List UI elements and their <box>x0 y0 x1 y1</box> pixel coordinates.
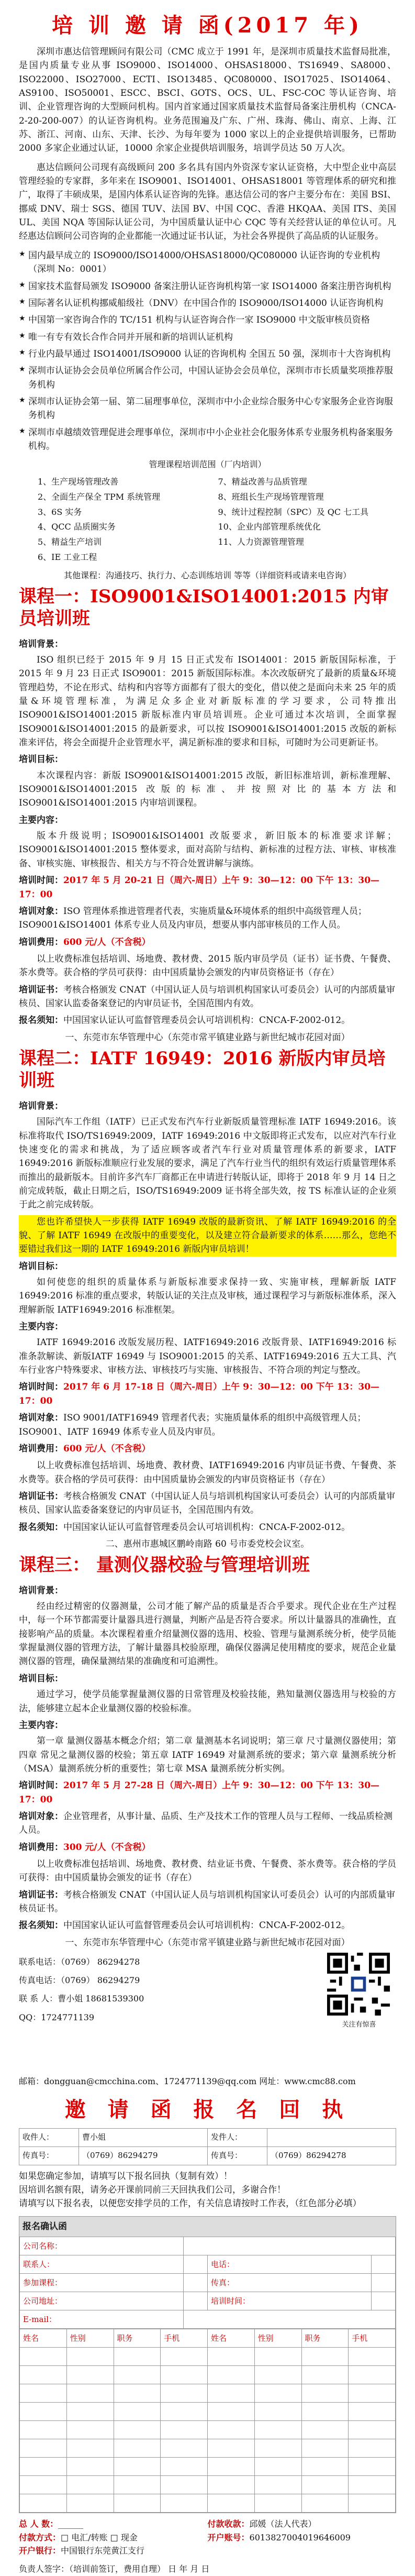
cell[interactable] <box>208 2476 255 2494</box>
email-label: E-mail： <box>20 2310 184 2329</box>
cell[interactable] <box>208 2366 255 2384</box>
cell[interactable] <box>161 2439 208 2458</box>
note-line: 如果您确定参加，请填写以下报名回执（复制有效）！ <box>19 2171 232 2182</box>
honor-item: ★ 深圳市认证协会会员单位所属合作公司，中国认证协会会员单位，深圳市市长质量奖项推荐服务机构 <box>19 364 396 392</box>
cell[interactable] <box>66 2439 114 2458</box>
cell[interactable] <box>254 2421 301 2439</box>
cell[interactable] <box>301 2366 349 2384</box>
cell[interactable] <box>349 2421 396 2439</box>
time-field[interactable] <box>371 2292 395 2310</box>
qq-label: QQ： <box>19 2012 41 2022</box>
areas-note: 其他课程：沟通技巧、执行力、心态训练培训 等等（详细资料或请来电咨询） <box>63 570 352 580</box>
obj-label: 培训目标： <box>19 754 63 765</box>
col-header: 手机 <box>161 2329 208 2348</box>
fee-note: （不含税） <box>106 1842 151 1853</box>
time-line <box>19 874 396 901</box>
cell[interactable] <box>161 2348 208 2366</box>
table-row <box>20 2421 396 2439</box>
sender-value[interactable] <box>267 2128 396 2146</box>
cell[interactable] <box>208 2403 255 2421</box>
cell[interactable] <box>208 2348 255 2366</box>
sender-label: 发件人： <box>207 2128 267 2146</box>
cell[interactable] <box>254 2476 301 2494</box>
course-1-address: 一、东莞市东华管理中心（东莞市常平镇建业路与新世纪城市花园对面） <box>65 1032 350 1043</box>
signature-line: 负责人签字：（培训前签订，费用自理） 日 年 月 日 <box>19 2563 210 2574</box>
cell[interactable] <box>114 2366 161 2384</box>
cell[interactable] <box>20 2458 67 2476</box>
cell[interactable] <box>161 2494 208 2513</box>
who-line <box>19 1810 396 1837</box>
address-label: 公司地址： <box>20 2292 184 2310</box>
reg-value: 中国国家认证认可监督管理委员会认可培训机构：CNCA-F-2002-012。 <box>63 1015 351 1026</box>
cell[interactable] <box>20 2384 67 2403</box>
fax-label: 传真电话： <box>19 1975 61 1986</box>
bg-text: ISO 组织已经于 2015 年 9 月 15 日正式发布 ISO14001：2015 新版国际标准，于 2015 年 9 月 23 日正式 ISO9001：2015 新版国际标准。本次改版研究了最新的质量&环境管理趋势，不论在形式、结构和内容等方面都有了很大的变化，借以使之是面向未来 25 年的质量&环境管理标准，为满足众多企业对新版标准的学习要求，公司特推出 ISO9001&ISO14001:2015 新版标准内审员培训班。企业可通过本次培训，全面掌握 ISO9001&ISO14001:2015 的最新要求，可以按 ISO9001&ISO14001:2015 改版的新标准来评估，将会全面提升企业管理水平，满足新标准的要求和目标，可随时为公司更新证书。 <box>19 655 396 748</box>
table-row <box>20 2439 396 2458</box>
phone-field[interactable] <box>371 2255 395 2274</box>
cell[interactable] <box>349 2458 396 2476</box>
time-line <box>19 1380 396 1408</box>
cell[interactable] <box>301 2439 349 2458</box>
cert-value: 考核合格颁发 CNAT（中国认证人员与培训机构国家认可委员会）认可的内部质量审核员、国家认监委备案登记的内审员证书，全国范围内有效。 <box>19 984 395 1009</box>
cell[interactable] <box>254 2439 301 2458</box>
bg-label: 培训背景： <box>19 639 63 649</box>
reg-label: 报名须知： <box>19 1920 63 1931</box>
cell[interactable] <box>349 2384 396 2403</box>
bg-text: 国际汽车工作组（IATF）已正式发布汽车行业新版质量管理标准 IATF 16949:2016。该标准将取代 ISO/TS16949:2009，IATF 16949:2016 中文版即将正式发布，以应对汽车行业快速变化的需求和挑战，为了适应顾客或者汽车行业对质量管理体系的新要求，IATF 16949:2016 新版标准顺应行业发展的要求，满足了汽车行业当代的组织有效运行质量管理体系而推出的最新版本。目前许多汽车厂商都正在申请进行转版认证，即将于 2018 年 9 月 14 日之前完成转版，截止日期之后，ISO/TS16949:2009 证书将全部失效，按 TS 标准认证的企业须于此之前完成转版。 <box>19 1117 396 1210</box>
payee-line <box>208 2517 397 2531</box>
contact-label: 联系人： <box>20 2255 184 2274</box>
count-line <box>19 2517 208 2531</box>
area-item: 2、全面生产保全 TPM 系统管理 <box>38 491 161 502</box>
content-text: IATF 16949:2016 改版发展历程、IATF16949:2016 改版背景、IATF16949:2016 标准条款解读、新版IATF 16949 与 ISO9001:2015 的关系、IATF16949:2016 五大工具、汽车行业客户特殊要求、审核方法、审核技巧与实施、审核报告、不符合项的判定与整改。 <box>19 1337 396 1376</box>
cell[interactable] <box>114 2494 161 2513</box>
area-item: 6、IE 工业工程 <box>38 552 97 563</box>
cell[interactable] <box>66 2366 114 2384</box>
obj-text: 本次课程内容：新版 ISO9001&ISO14001:2015 改版，新旧标准培训，新标准理解、ISO9001&ISO14001:2015 改版的标准、并按照对比的基本方法和ISO9001&ISO14001:2015 内审培训课程。 <box>19 770 396 809</box>
reg-line <box>19 1919 396 1932</box>
fax-label: 传真号： <box>207 2146 267 2165</box>
form-fields <box>19 2237 396 2329</box>
company-label: 公司名称： <box>20 2237 184 2255</box>
fax-value: （0769） 86294279 <box>61 1975 140 1986</box>
company-field[interactable] <box>183 2237 395 2255</box>
honor-item: ★ 国际著名认证机构挪威船级社（DNV）在中国合作的 ISO9000/ISO14000 认证咨询机构 <box>19 296 396 310</box>
cell[interactable] <box>161 2476 208 2494</box>
note-line: 请填写以下报名表，以便您安排学员的工作，有关信息请按时工作表，（红色部分必填） <box>19 2198 362 2209</box>
cell[interactable] <box>301 2421 349 2439</box>
fee-note: （不含税） <box>106 1443 151 1454</box>
fee-value: 600 元/人 <box>63 1443 106 1454</box>
cell[interactable] <box>208 2494 255 2513</box>
obj-label: 培训目标： <box>19 1673 63 1684</box>
table-row <box>20 2237 396 2255</box>
honor-item: ★ 行业内最早通过 ISO14001/ISO9000 认证的咨询机构 全国五 50 强，深圳市十大咨询机构 <box>19 347 396 361</box>
cell[interactable] <box>20 2403 67 2421</box>
table-row <box>20 2384 396 2403</box>
cell[interactable] <box>20 2421 67 2439</box>
table-row <box>20 2274 396 2292</box>
honor-item: ★ 国家技术监督局颁发 ISO9000 备案注册认证咨询机构第一家 ISO14000 备案注册咨询机构 <box>19 280 396 293</box>
intro-paragraph-1: 深圳市惠达信管理顾问有限公司（CMC 成立于 1991 年，是深圳市质量技术监督局批准，是国内质量专业从事 ISO9000、ISO14000、OHSAS18000、TS16949、SA8000、ISO22000、ISO27000、ECTI、ISO13485、QC080000、ISO17025、ISO14064、AS9100、ISO50001、ESCC、BSCI、GOTS、OCS、UL、FSC-COC 等认证咨询、培训、企业管理咨询的大型顾问机构。国内首家通过国家质量技术监督局备案注册机构（CNCA-2-20-200-007）的认证咨询机构。业务范围遍及广东、广州、珠海、佛山、南京、上海、江苏、浙江、河南、山东、天津、长沙、为每年要为 1000 家以上的企业提供培训服务，已帮助 2000 多家企业通过认证，10000 余家企业提供培训服务，培训学员达 50 万人次。 <box>19 47 396 154</box>
cell[interactable] <box>20 2439 67 2458</box>
cell[interactable] <box>349 2366 396 2384</box>
method-checkboxes[interactable]: □ 电汇/转账 □ 现金 <box>61 2532 138 2542</box>
cert-line <box>19 1490 396 1517</box>
fax-label: 传真号： <box>19 2146 79 2165</box>
table-row <box>20 2494 396 2513</box>
course-3-address: 一、东莞市东华管理中心（东莞市常平镇建业路与新世纪城市花园对面） <box>65 1937 350 1948</box>
course-1 <box>19 586 396 1044</box>
method-label: 付款方式： <box>19 2532 61 2542</box>
honor-item: ★ 国内最早成立的 ISO9000/ISO14000/OHSAS18000/QC080000 认证咨询的专业机构（深圳 No：0001） <box>19 249 396 277</box>
bank-value: 中国银行东莞黄江支行 <box>61 2546 145 2556</box>
cell[interactable] <box>66 2348 114 2366</box>
cert-line <box>19 1888 396 1916</box>
time-value: 2017 年 5 月 20-21 日（周六-周日）上午 9：30—12：00 下午 13：30—17：00 <box>19 875 380 900</box>
col-header: 性别 <box>254 2329 301 2348</box>
reply-title: 邀 请 函 报 名 回 执 <box>64 2097 351 2122</box>
cell[interactable] <box>301 2348 349 2366</box>
method-line <box>19 2531 208 2545</box>
table-row <box>19 2128 396 2146</box>
area-item: 11、人力资源管理管理 <box>218 537 304 547</box>
areas-title: 管理课程培训范围（厂内培训） <box>149 459 266 470</box>
cell[interactable] <box>161 2421 208 2439</box>
cell[interactable] <box>301 2458 349 2476</box>
qr-caption: 关注有惊喜 <box>342 2021 376 2029</box>
table-row <box>19 2146 396 2165</box>
payee-label: 付款收款： <box>207 2519 250 2529</box>
cell[interactable] <box>114 2421 161 2439</box>
cell[interactable] <box>66 2476 114 2494</box>
cell[interactable] <box>20 2366 67 2384</box>
table-row <box>20 2476 396 2494</box>
phone-label: 联系电话： <box>19 1957 61 1967</box>
area-item: 8、班组长生产现场管理管理 <box>218 491 324 502</box>
reg-label: 报名须知： <box>19 1522 63 1533</box>
col-header: 性别 <box>66 2329 114 2348</box>
who-value: 企业管理者，从事计量、品质、生产及技术工作的管理人员与工程师、一线品质检测人员。 <box>19 1811 392 1836</box>
cell[interactable] <box>254 2458 301 2476</box>
time-label: 培训时间： <box>19 875 63 886</box>
time-label: 培训时间： <box>19 1780 63 1791</box>
col-header: 职务 <box>114 2329 161 2348</box>
col-header: 职务 <box>301 2329 349 2348</box>
cell[interactable] <box>114 2476 161 2494</box>
fee-line <box>19 935 396 949</box>
count-field[interactable]: ______ <box>58 2519 84 2529</box>
cert-value: 考核合格颁发 CNAT（中国认证人员与培训机构国家认可委员会）认可的内部质量审核员证书。 <box>19 1889 395 1914</box>
bg-text: 经由经过精密的仪器测量，公司才能了解产品的质量是否合乎要求。现代企业在生产过程中，每一个环节都需要计量器具进行测量，判断产品是否符合要求。所以计量器具的准确性，直接影响产品的质量。本次课程着重介绍量测仪器的选用、校验、管理与量测系统分析，使学员能掌握量测仪器的管理方法，了解计量器具校验原理，确保仪器满足使用精度的要求，规范企业量测仪器的管理，确保量测结果的准确度和可追溯性。 <box>19 1601 396 1667</box>
payment-section <box>19 2517 396 2558</box>
cell[interactable] <box>161 2458 208 2476</box>
phone-value: （0769） 86294278 <box>61 1957 140 1967</box>
reg-value: 中国国家认证认可监督管理委员会认可培训机构：CNCA-F-2002-012。 <box>63 1522 351 1533</box>
bank-line <box>19 2544 208 2558</box>
reg-line <box>19 1521 396 1534</box>
bank-label: 开户银行： <box>19 2546 61 2556</box>
acct-line <box>208 2531 397 2545</box>
cell[interactable] <box>254 2366 301 2384</box>
fax-value[interactable]: （0769）86294278 <box>267 2146 396 2165</box>
areas-grid <box>19 475 396 565</box>
time-line <box>19 1779 396 1807</box>
cell[interactable] <box>349 2476 396 2494</box>
fee-label: 培训费用： <box>19 1443 63 1454</box>
content-label: 主要内容： <box>19 814 63 825</box>
fee-value: 600 元/人 <box>63 937 106 948</box>
qr-block <box>327 1953 391 2030</box>
email-field[interactable] <box>183 2310 395 2329</box>
reply-notes <box>19 2170 396 2211</box>
fee-line <box>19 1442 396 1456</box>
acct-label: 开户账号： <box>207 2532 250 2542</box>
cell[interactable] <box>254 2348 301 2366</box>
email-line: 邮箱：dongguan@cmcchina.com、1724771139@qq.com 网址：www.cmc88.com <box>19 2076 356 2086</box>
cell[interactable] <box>114 2458 161 2476</box>
recipient-value[interactable]: 曹小姐 <box>79 2128 208 2146</box>
who-line <box>19 905 396 932</box>
course-2-heading: 课程二：IATF 16949：2016 新版内审员培训班 <box>19 1048 386 1092</box>
person-value: 曹小姐 18681539300 <box>58 1994 144 2004</box>
acct-value: 6013827004019646009 <box>249 2532 351 2542</box>
registration-form <box>19 2216 396 2513</box>
time-value: 2017 年 5 月 27-28 日（周六-周日）上午 9：30—12：00 下午 13：30—17：00 <box>19 1780 380 1805</box>
content-text: 版本升级说明；ISO9001&ISO14001 改版要求，新旧版本的标准要求详解；ISO9001&ISO14001:2015 整体要求，面对高阶与结构、新标准的过程方法、审核、审核准备、审核实施、审核报告、相关方与不符合处置讲解与演练。 <box>19 831 396 869</box>
reg-value: 中国国家认证认可监督管理委员会认可培训机构：CNCA-F-2002-012。 <box>63 1920 351 1931</box>
table-row <box>20 2458 396 2476</box>
cell[interactable] <box>254 2403 301 2421</box>
honor-item: ★ 唯一有专有效长合作合同并开展和新的培训认证机构 <box>19 331 396 344</box>
cell[interactable] <box>66 2494 114 2513</box>
who-label: 培训对象： <box>19 1413 63 1424</box>
cell[interactable] <box>66 2403 114 2421</box>
course-1-heading: 课程一：ISO9001&ISO14001:2015 内审员培训班 <box>19 586 389 630</box>
table-row <box>20 2292 396 2310</box>
cell[interactable] <box>301 2403 349 2421</box>
who-value: ISO 管理体系推进管理者代表，实施质量&环境体系的组织中高级管理人员；ISO9001&ISO14001 体系专业人员及内审员，想要从事内部审核员的工作人员。 <box>19 906 367 931</box>
table-row <box>20 2366 396 2384</box>
cell[interactable] <box>301 2384 349 2403</box>
obj-label: 培训目标： <box>19 1261 63 1272</box>
cell[interactable] <box>301 2494 349 2513</box>
cell[interactable] <box>254 2494 301 2513</box>
payee-value: 邱媛（法人代表） <box>249 2519 317 2529</box>
cell[interactable] <box>161 2384 208 2403</box>
fax-value[interactable]: （0769）86294279 <box>79 2146 208 2165</box>
cell[interactable] <box>20 2494 67 2513</box>
honor-item: ★ 深圳市认证协会第一届、第二届理事单位，深圳市中小企业综合服务中心专家服务企业咨询服务机构 <box>19 395 396 423</box>
cert-value: 考核合格颁发 CNAT（中国认证人员与培训机构国家认可委员会）认可的内部质量审核员、国家认监委备案登记的内审员证书，全国范围内有效。 <box>19 1491 395 1516</box>
area-item: 4、QCC 品质圈实务 <box>38 522 116 532</box>
contact-section <box>19 1953 396 2073</box>
cell[interactable] <box>114 2348 161 2366</box>
cert-label: 培训证书： <box>19 984 63 995</box>
cell[interactable] <box>114 2439 161 2458</box>
area-item: 9、统计过程控制（SPC）及 QC 七工具 <box>218 507 369 517</box>
honors-list <box>19 249 396 453</box>
col-header: 手机 <box>349 2329 396 2348</box>
intro-paragraph-2: 惠达信顾问公司现有高级顾问 200 多名具有国内外资深专家认证资格，大中型企业中高层管理经验的专家群，多年来在 ISO9001、ISO14001、OHSAS18001 等管理体系的研究和推广，取得了丰硕成果，是国内体系认证咨询的先锋。惠达信公司的客户主要分布在：美国 BSI、挪威 DNV、瑞士 SGS、德国 TUV、法国 BV、中国 CQC、香港 HKQAA、美国 ITS、美国 UL、美国 NQA 等国际认证公司，为中国质量认证中心 CQC 等有关经营认证的单位认可。凡经惠达信顾问公司咨询的企业都能一次通过证书认证，为社会各界提供了高品质的认证服务。 <box>19 162 396 242</box>
fee-note: （不含税） <box>106 937 151 948</box>
reply-table <box>19 2128 396 2165</box>
cell[interactable] <box>301 2476 349 2494</box>
area-item: 10、企业内部管理系统优化 <box>218 522 321 532</box>
area-item: 3、6S 实务 <box>38 507 82 517</box>
obj-text: 如何使您的组织的质量体系与新版标准要求保持一致、实施审核，理解新版 IATF 16949:2016 标准的重点要求，转版认证的关注点及审核，通过课程学习与新版标准体系，深入理解新版 IATF16949:2016 标准框架。 <box>19 1277 396 1315</box>
fee-label: 培训费用： <box>19 937 63 948</box>
note-line: 因培训名额有限，请务必开课前同前三天回执我们公司，多谢合作！ <box>19 2185 286 2196</box>
cell[interactable] <box>66 2421 114 2439</box>
content-text: 第一章 量测仪器基本概念介绍；第二章 量测基本名词说明；第三章 尺寸量测仪器使用；第四章 常见之量测仪器的校验；第五章 IATF 16949 对量测系统的要求；第六章 量测系统分析（MSA）量测系统分析的重要性；第七章 MSA 量测系统分析实例。 <box>19 1736 396 1774</box>
bg-label: 培训背景： <box>19 1585 63 1596</box>
fax-field[interactable] <box>371 2274 395 2292</box>
attendee-table <box>19 2329 396 2513</box>
cell[interactable] <box>66 2458 114 2476</box>
cell[interactable] <box>208 2458 255 2476</box>
bg-label: 培训背景： <box>19 1100 63 1111</box>
recipient-label: 收件人： <box>19 2128 79 2146</box>
form-heading: 报名确认函 <box>19 2217 396 2237</box>
reg-label: 报名须知： <box>19 1015 63 1026</box>
area-item: 5、精益生产培训 <box>38 537 102 547</box>
content-label: 主要内容： <box>19 1322 63 1333</box>
cell[interactable] <box>161 2403 208 2421</box>
area-item: 1、生产现场管理改善 <box>38 477 119 487</box>
count-label: 总 人 数： <box>19 2519 59 2529</box>
course-3 <box>19 1554 396 1950</box>
attend-field[interactable] <box>183 2274 207 2292</box>
cert-label: 培训证书： <box>19 1889 63 1900</box>
fee-extra: 以上收费标准包括培训、场地费、教材费、IATF16949:2016 内审员证书费、午餐费、茶水费等。获合格的学员可获得：由中国质量协会颁发的内审员资格证书（存在） <box>19 1460 396 1485</box>
fax-label: 传真： <box>207 2274 371 2292</box>
cell[interactable] <box>114 2403 161 2421</box>
area-item: 7、精益改善与品质管理 <box>218 477 307 487</box>
qr-code-icon <box>327 1953 390 2016</box>
cell[interactable] <box>20 2476 67 2494</box>
attend-label: 参加课程： <box>20 2274 184 2292</box>
cell[interactable] <box>161 2366 208 2384</box>
reg-line <box>19 1014 396 1027</box>
col-header: 姓名 <box>20 2329 67 2348</box>
cell[interactable] <box>208 2421 255 2439</box>
who-line <box>19 1411 396 1439</box>
table-header-row <box>20 2329 396 2348</box>
highlight-text: 您也许希望快人一步获得 IATF 16949 改版的最新资讯、了解 IATF 16949:2016 的全貌、了解 IATF 16949 在改版中的重要变化，以及建立符合最新要求的体系……那么，您绝不要错过我们这一期的 IATF 16949:2016 新版内审员培训！ <box>19 1215 396 1257</box>
phone-label: 电话： <box>207 2255 371 2274</box>
cell[interactable] <box>349 2494 396 2513</box>
table-row <box>20 2403 396 2421</box>
cell[interactable] <box>349 2439 396 2458</box>
content-label: 主要内容： <box>19 1720 63 1731</box>
obj-text: 通过学习，使学员能掌握量测仪器的日常管理及校验技能，熟知量测仪器选用与校验的方法，能够建立起本企业量测仪器的校验标准。 <box>19 1689 396 1714</box>
who-label: 培训对象： <box>19 906 63 917</box>
course-3-heading: 课程三： 量测仪器校验与管理培训班 <box>19 1555 310 1576</box>
time-value: 2017 年 6 月 17-18 日（周六-周日）上午 9：30—12：00 下午 13：30—17：00 <box>19 1382 380 1406</box>
cell[interactable] <box>208 2439 255 2458</box>
fee-line <box>19 1841 396 1854</box>
cert-label: 培训证书： <box>19 1491 63 1502</box>
table-row <box>20 2348 396 2366</box>
cell[interactable] <box>349 2348 396 2366</box>
who-value: ISO 9001/IATF16949 管理者代表；实施质量体系的组织中高级管理人员；ISO9001、IATF 16949 体系专业人员及内审员。 <box>19 1413 366 1437</box>
course-2-address: 二、惠州市惠城区鹏岭南路 60 号市委党校会议室。 <box>105 1538 310 1549</box>
time-label: 培训时间： <box>19 1382 63 1393</box>
table-row <box>20 2310 396 2329</box>
cell[interactable] <box>349 2403 396 2421</box>
address-field[interactable] <box>183 2292 207 2310</box>
fee-label: 培训费用： <box>19 1842 63 1853</box>
page-title: 培 训 邀 请 函(2017 年) <box>52 13 363 38</box>
col-header: 姓名 <box>208 2329 255 2348</box>
fee-extra: 以上收费标准包括培训、场地费、教材费、结业证书费、午餐费、茶水费等。获合格的学员可获得：由中国质量协会颁发的证书（存在） <box>19 1858 396 1884</box>
cell[interactable] <box>254 2384 301 2403</box>
who-label: 培训对象： <box>19 1811 63 1822</box>
cell[interactable] <box>66 2384 114 2403</box>
honor-item: ★ 中国第一家咨询合作的 TC/151 机构与认证咨询合作一家 ISO9000 中文版审核员资格 <box>19 313 396 327</box>
contact-field[interactable] <box>183 2255 207 2274</box>
table-row <box>20 2255 396 2274</box>
course-2 <box>19 1048 396 1551</box>
fee-value: 300 元/人 <box>63 1842 106 1853</box>
fee-extra: 以上收费标准包括培训、场地费、教材费、2015 版内审员学员（证书）证书费、午餐费、茶水费等。获合格的学员可获得：由中国质量协会颁发的内审员资格证书（存在） <box>19 953 396 978</box>
honor-item: ★ 深圳市卓越绩效管理促进会理事单位，深圳市中小企业社会化服务体系专业服务机构备案服务机构。 <box>19 426 396 454</box>
time-label: 培训时间： <box>207 2292 371 2310</box>
cert-line <box>19 983 396 1011</box>
person-label: 联 系 人： <box>19 1994 58 2004</box>
cell[interactable] <box>114 2384 161 2403</box>
cell[interactable] <box>208 2384 255 2403</box>
cell[interactable] <box>20 2348 67 2366</box>
qq-value: 1724771139 <box>41 2012 95 2022</box>
